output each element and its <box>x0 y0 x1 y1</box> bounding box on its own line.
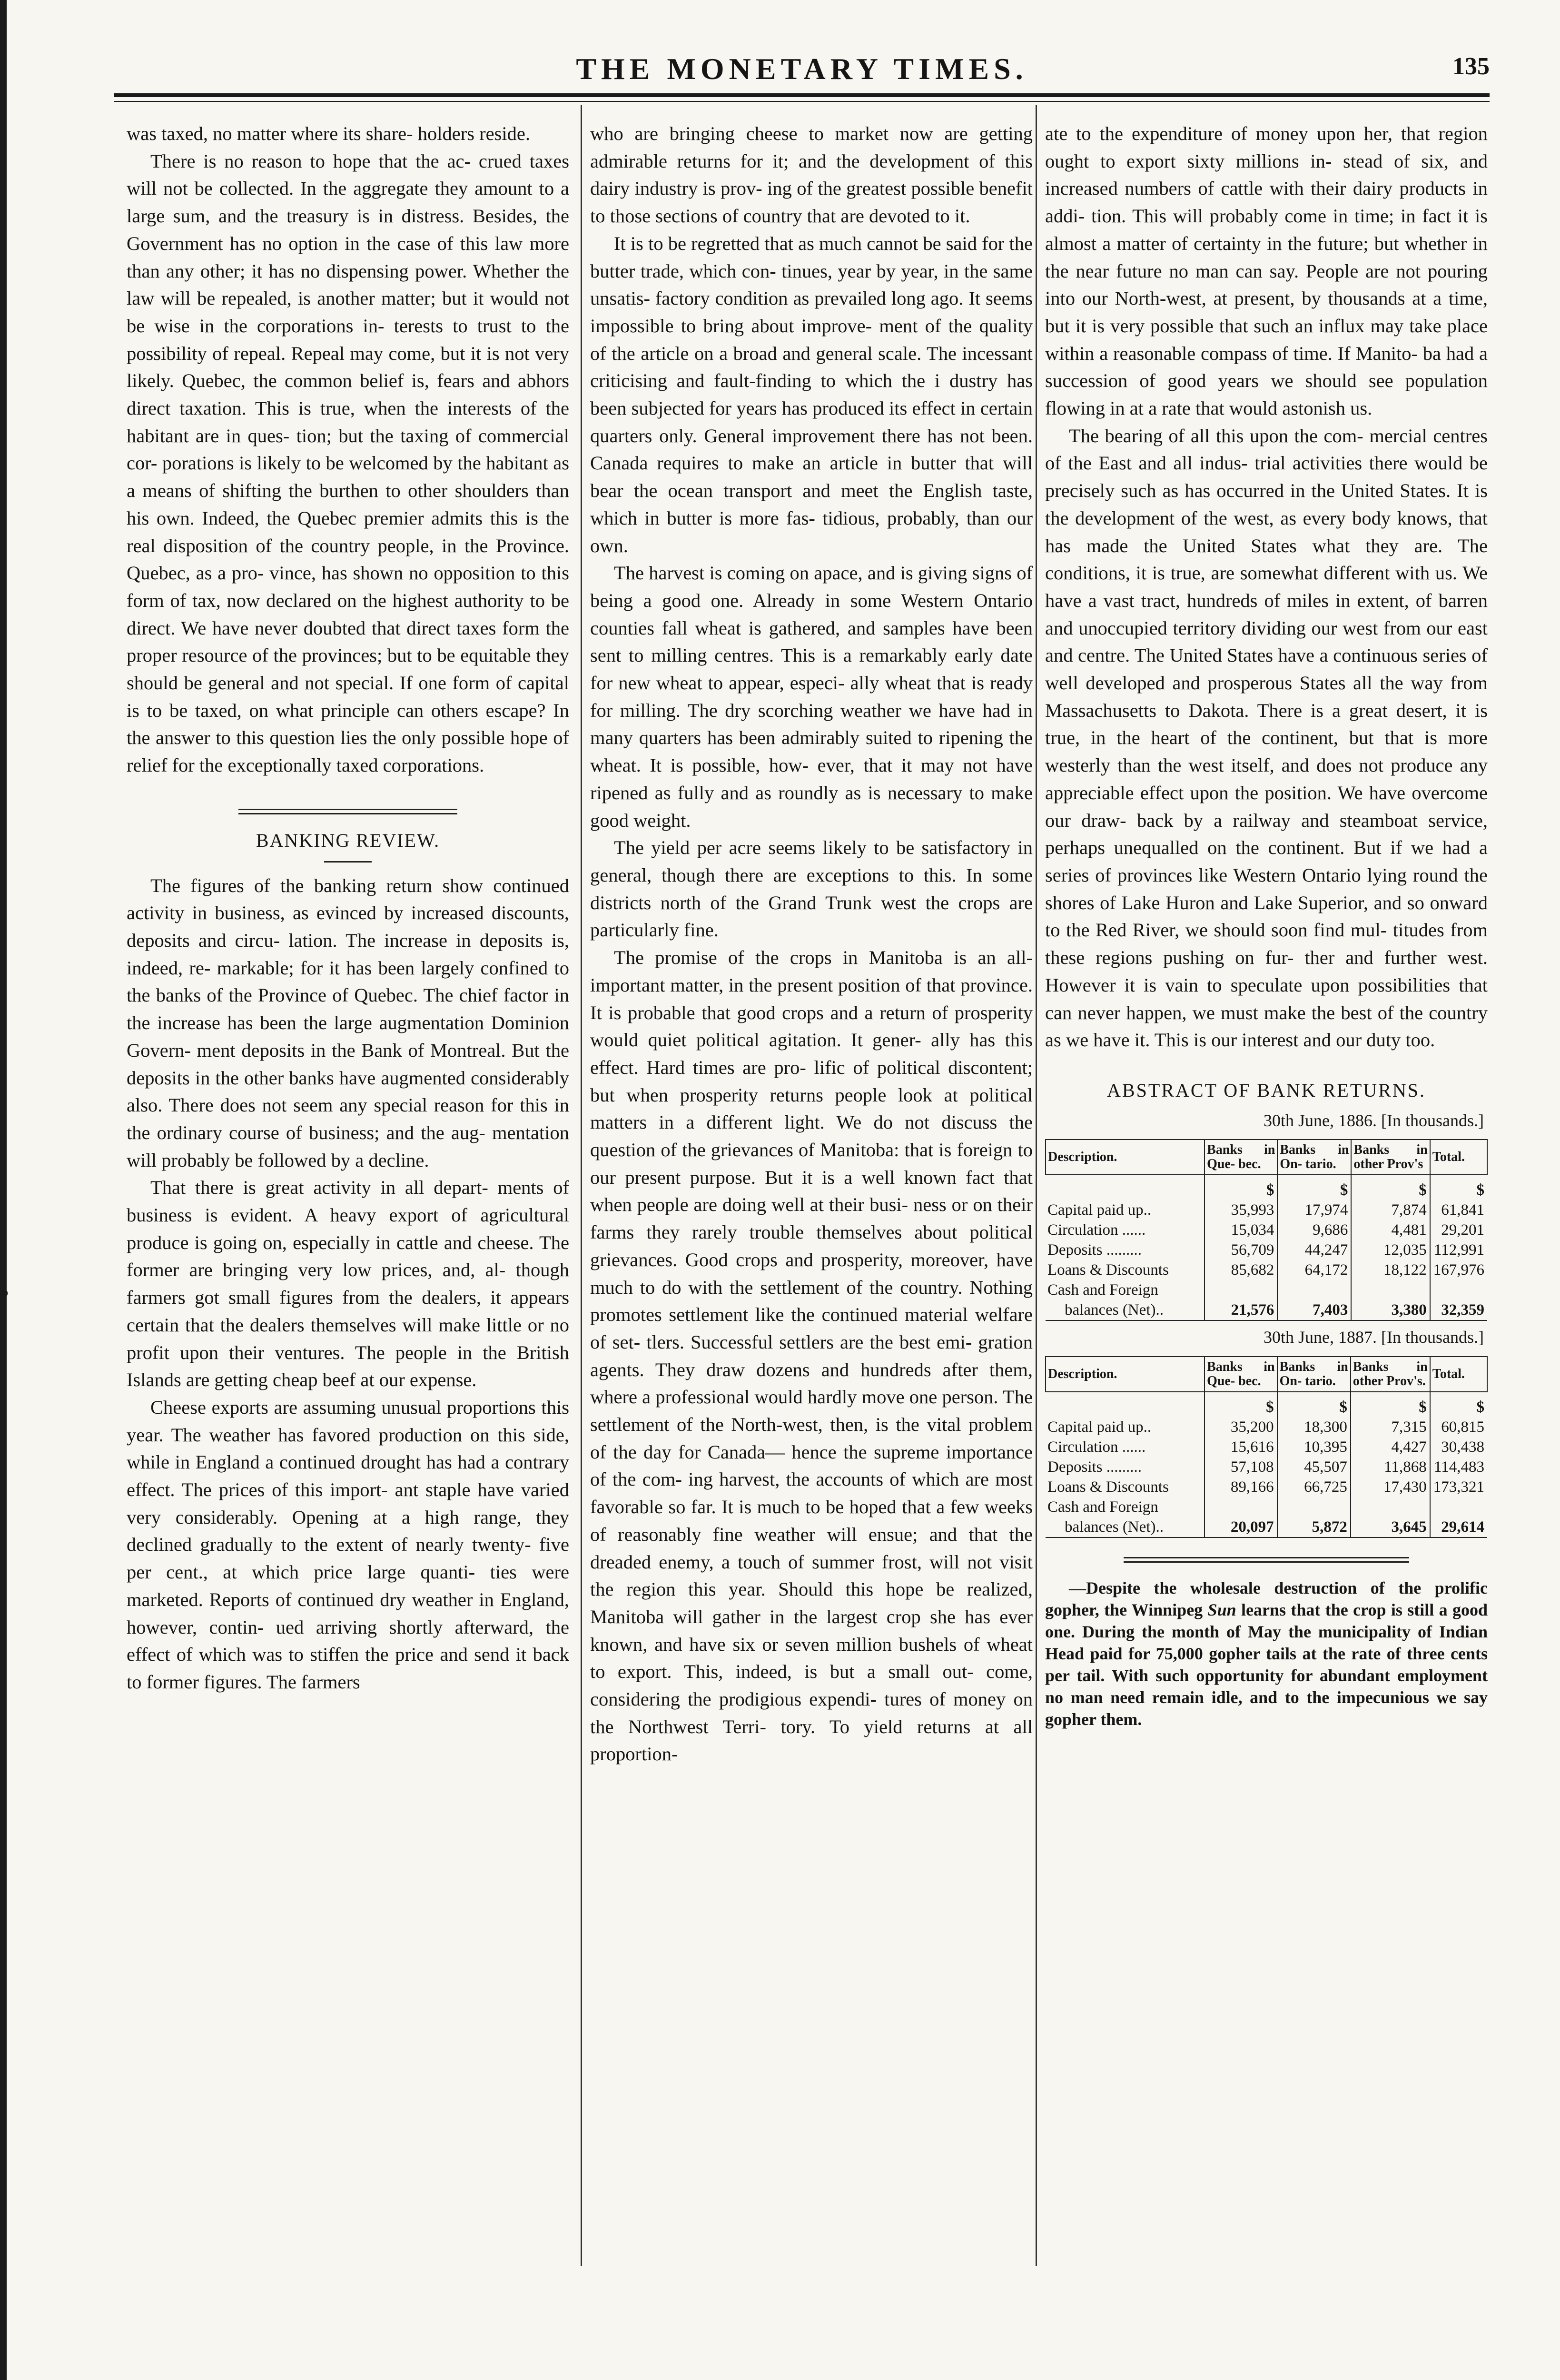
table-cell: 35,200 <box>1205 1417 1277 1437</box>
table-row <box>1046 1477 1487 1497</box>
column-header: Banks in Que- bec. <box>1205 1140 1277 1175</box>
table-cell: 7,874 <box>1351 1200 1430 1220</box>
column-header: Banks in other Prov's <box>1351 1140 1430 1175</box>
table-cell: 60,815 <box>1430 1417 1487 1437</box>
table-cell: 9,686 <box>1277 1220 1351 1240</box>
table-cell <box>1351 1280 1430 1300</box>
paragraph: Cheese exports are assuming unusual proportions this year. The weather has favored production on this side, while in England a continued drought has had a contrary effect. The prices of this import- ant staple have varied very considerably. Opening at a high range, they declined gradually to the extent of nearly twenty- five per cent., at which price large quanti- ties were marketed. Reports of continued dry weather in England, however, contin- ued arriving shortly afterward, the effect of which was to stiffen the price and send it back to former figures. The farmers <box>127 1396 569 1693</box>
row-label: Cash and Foreign <box>1047 1498 1158 1516</box>
row-label: Loans & Discounts <box>1047 1478 1169 1496</box>
table-header-row <box>1046 1357 1487 1392</box>
note-paragraph <box>1045 1577 1488 1730</box>
table-cell <box>1430 1280 1487 1300</box>
table-row <box>1046 1457 1487 1477</box>
table-row <box>1046 1300 1487 1320</box>
table-cell <box>1277 1280 1351 1300</box>
table-cell: 21,576 <box>1205 1300 1277 1320</box>
table-cell: 20,097 <box>1205 1517 1277 1537</box>
column-header: Description. <box>1046 1140 1205 1175</box>
table-cell: 11,868 <box>1351 1457 1430 1477</box>
column-1 <box>127 120 569 1696</box>
section-title: BANKING REVIEW. <box>256 829 440 851</box>
paragraph: The yield per acre seems likely to be satisfactory in general, though there are exceptions to this. In some districts north of the Grand Trunk west the crops are particularly fine. <box>590 837 1033 941</box>
table-cell: 57,108 <box>1205 1457 1277 1477</box>
table-cell: 3,645 <box>1351 1517 1430 1537</box>
unit-cell: $ <box>1351 1175 1430 1200</box>
table-cell: 112,991 <box>1430 1240 1487 1260</box>
table-cell: 66,725 <box>1277 1477 1351 1497</box>
column-header: Total. <box>1430 1357 1487 1392</box>
table-cell: 17,974 <box>1277 1200 1351 1220</box>
table-date-line: 30th June, 1887. [In thousands.] <box>1264 1328 1484 1347</box>
unit-cell: $ <box>1430 1175 1487 1200</box>
table-row <box>1046 1260 1487 1280</box>
header-rule-thick <box>114 93 1490 97</box>
row-label: balances (Net).. <box>1046 1517 1205 1537</box>
abstract-title: ABSTRACT OF BANK RETURNS. <box>1107 1079 1426 1101</box>
table-cell <box>1351 1497 1430 1517</box>
column-header: Banks in On- tario. <box>1277 1140 1351 1175</box>
table-row <box>1046 1200 1487 1220</box>
unit-cell: $ <box>1351 1392 1430 1417</box>
paragraph: That there is great activity in all depart- ments of business is evident. A heavy export of agricultural produce is going on, especially in cattle and cheese. The former are bringing very low prices, and, al- though farmers got small figures from the dealers, it appears certain that the dealers themselves will make little or no profit upon their ventures. The people in the British Islands are getting cheap beef at our expense. <box>127 1177 569 1391</box>
table-cell: 29,614 <box>1430 1517 1487 1537</box>
unit-cell: $ <box>1205 1392 1277 1417</box>
table-cell: 89,166 <box>1205 1477 1277 1497</box>
bank-returns-table-1886 <box>1045 1139 1488 1321</box>
table-cell: 44,247 <box>1277 1240 1351 1260</box>
column-3 <box>1045 120 1488 1730</box>
column-divider-1 <box>581 105 582 2266</box>
paragraph: It is to be regretted that as much cannot be said for the butter trade, which con- tinues, year by year, in the same unsatis- factory condition as prevailed long ago. It seems impossible to bring about improve- ment of the quality of the article on a broad and general scale. The incessant criticising and fault-finding to which the i dustry has been subjected for years has produced its effect in certain quarters only. General improvement there has not been. Canada requires to make an article in butter that will bear the ocean transport and meet the English taste, which in butter is more fas- tidious, probably, than our own. <box>590 232 1033 556</box>
bank-returns-table-1887 <box>1045 1356 1488 1538</box>
unit-row <box>1046 1175 1487 1200</box>
unit-cell: $ <box>1277 1175 1351 1200</box>
row-label: Circulation ...... <box>1047 1221 1146 1239</box>
column-header: Description. <box>1046 1357 1205 1392</box>
table-row <box>1046 1220 1487 1240</box>
header-rule-thin <box>114 101 1490 102</box>
row-label: Deposits ......... <box>1047 1241 1142 1259</box>
table-cell: 5,872 <box>1277 1517 1351 1537</box>
table-cell <box>1277 1497 1351 1517</box>
column-header: Total. <box>1430 1140 1487 1175</box>
table-row <box>1046 1280 1487 1300</box>
paragraph: was taxed, no matter where its share- holders reside. <box>127 123 530 144</box>
table-cell: 173,321 <box>1430 1477 1487 1497</box>
table-cell: 85,682 <box>1205 1260 1277 1280</box>
unit-row <box>1046 1392 1487 1417</box>
table-cell: 15,616 <box>1205 1437 1277 1457</box>
table-row <box>1046 1437 1487 1457</box>
table-cell <box>1046 1392 1205 1417</box>
table-cell <box>1046 1175 1205 1200</box>
news-note <box>1045 1577 1488 1730</box>
table-cell: 30,438 <box>1430 1437 1487 1457</box>
table-cell: 18,122 <box>1351 1260 1430 1280</box>
table-cell: 35,993 <box>1205 1200 1277 1220</box>
row-label: Capital paid up.. <box>1047 1201 1152 1219</box>
table-cell: 56,709 <box>1205 1240 1277 1260</box>
table-cell: 17,430 <box>1351 1477 1430 1497</box>
note-text: learns that the crop is still a good one. During the month of May the municipality of Indian Head paid for 75,000 gopher tails at the rate of three cents per tail. With such opportunity for abundant employment no man need remain idle, and to the impecunious we say gopher them. <box>1045 1600 1488 1729</box>
table-date-line: 30th June, 1886. [In thousands.] <box>1264 1111 1484 1130</box>
row-label: Circulation ...... <box>1047 1438 1146 1456</box>
table-cell <box>1205 1280 1277 1300</box>
column-header: Banks in Que- bec. <box>1205 1357 1277 1392</box>
page-header <box>114 51 1490 89</box>
paragraph: The promise of the crops in Manitoba is an all-important matter, in the present position of that province. It is probable that good crops and a return of prosperity would quiet political agitation. It gener- ally has this effect. Hard times are pro- lific of political discontent; but when prosperity returns people look at political matters in a different light. We do not discuss the question of the grievances of Manitoba: that is foreign to our present purpose. But it is a well known fact that when people are doing well at their busi- ness or on their farms they rarely trouble themselves about political grievances. Good crops and prosperity, moreover, have much to do with the settlement of the country. Nothing promotes settlement like the continued material welfare of set- tlers. Successful settlers are the best emi- gration agents. They draw dozens and hundreds after them, where a professional would hardly move one person. The settlement of the North-west, then, is the vital problem of the day for Canada— hence the supreme importance of the com- ing harvest, the accounts of which are most favorable so far. It is much to be hoped that a few weeks of reasonably fine weather will ensue; and that the dreaded enemy, a touch of summer frost, will not visit the region this year. Should this hope be realized, Manitoba will gather in the largest crop she has ever known, and have six or seven million bushels of wheat to export. This, indeed, is but a small out- come, considering the prodigious expendi- tures of money on the Northwest Terri- tory. To yield returns at all proportion- <box>590 947 1033 1765</box>
table-cell: 29,201 <box>1430 1220 1487 1240</box>
table-cell <box>1430 1497 1487 1517</box>
unit-cell: $ <box>1205 1175 1277 1200</box>
table-cell: 64,172 <box>1277 1260 1351 1280</box>
paragraph: ate to the expenditure of money upon her, that region ought to export sixty millions in- stead of six, and increased numbers of cattle with their dairy products in addi- tion. This will probably come in time; in fact it is almost a matter of certainty in the future; but whether in the near future no man can say. People are not pouring into our North-west, at present, by thousands at a time, but it is very possible that such an influx may take place within a reasonable compass of time. If Manito- ba had a succession of good years we should see population flowing in at a rate that would astonish us. <box>1045 123 1488 419</box>
note-text: —Despite the wholesale destruction of the prolific gopher, the Winnipeg <box>1045 1578 1488 1620</box>
table-cell: 4,481 <box>1351 1220 1430 1240</box>
paragraph: There is no reason to hope that the ac- crued taxes will not be collected. In the aggregate they amount to a large sum, and the treasury is in distress. Besides, the Government has no option in the case of this law more than any other; it has no dispensing power. Whether the law will be repealed, is another matter; but it would not be wise in the corporations in- terests to trust to the possibility of repeal. Repeal may come, but it is not very likely. Quebec, the common belief is, fears and abhors direct taxation. This is true, when the interests of the habitant are in ques- tion; but the taxing of commercial cor- porations is likely to be welcomed by the habitant as a means of shifting the burthen to other shoulders than his own. Indeed, the Quebec premier admits this is the real disposition of the country people, in the Province. Quebec, as a pro- vince, has shown no opposition to this form of tax, now declared on the highest authority to be direct. We have never doubted that direct taxes form the proper resource of the provinces; but to be equitable they should be general and not special. If one form of capital is to be taxed, on what principle can others escape? In the answer to this question lies the only possible hope of relief for the exceptionally taxed corporations. <box>127 150 569 776</box>
newspaper-name: Sun <box>1207 1600 1236 1620</box>
column-divider-2 <box>1036 105 1037 2266</box>
table-row <box>1046 1240 1487 1260</box>
column-2 <box>590 120 1033 1768</box>
page-number: 135 <box>1452 53 1490 80</box>
column-header: Banks in other Prov's. <box>1351 1357 1430 1392</box>
table-cell: 12,035 <box>1351 1240 1430 1260</box>
paragraph: The bearing of all this upon the com- mercial centres of the East and all indus- trial activities there would be precisely such as has occurred in the United States. It is the development of the west, as every body knows, that has made the United States what they are. The conditions, it is true, are somewhat different with us. We have a vast tract, hundreds of miles in extent, of barren and unoccupied territory dividing our west from our east and centre. The United States have a continuous series of well developed and prosperous States all the way from Massachusetts to Dakota. There is a great desert, it is true, in the heart of the continent, but that is more westerly than the west itself, and does not produce any appreciable effect upon the position. We have overcome our draw- back by a railway and steamboat service, perhaps unequalled on the continent. But if we had a series of provinces like Western Ontario lying round the shores of Lake Huron and Lake Superior, and so onward to the Red River, we should soon find mul- titudes from these regions pushing on fur- ther and further west. However it is vain to speculate upon possibilities that can never happen, we must make the best of the country as we have it. This is our interest and our duty too. <box>1045 425 1488 1051</box>
table-cell: 167,976 <box>1430 1260 1487 1280</box>
paragraph: The figures of the banking return show continued activity in business, as evinced by increased discounts, deposits and circu- lation. The increase in deposits is, indeed, re- markable; for it has been largely confined to the banks of the Province of Quebec. The chief factor in the increase has been the large augmentation Dominion Govern- ment deposits in the Bank of Montreal. But the deposits in the other banks have augmented considerably also. There does not seem any special reason for this in the ordinary course of business; and the aug- mentation will probably be followed by a decline. <box>127 874 569 1171</box>
paragraph: who are bringing cheese to market now are getting admirable returns for it; and the development of this dairy industry is prov- ing of the greatest possible benefit to those sections of country that are devoted to it. <box>590 123 1033 227</box>
table-cell: 3,380 <box>1351 1300 1430 1320</box>
table-cell: 32,359 <box>1430 1300 1487 1320</box>
column-header: Banks in On- tario. <box>1277 1357 1351 1392</box>
table-cell: 7,403 <box>1277 1300 1351 1320</box>
masthead-title: THE MONETARY TIMES. <box>576 52 1028 86</box>
unit-cell: $ <box>1430 1392 1487 1417</box>
table-row <box>1046 1497 1487 1517</box>
decorative-rule <box>1124 1557 1409 1563</box>
unit-cell: $ <box>1277 1392 1351 1417</box>
row-label: Cash and Foreign <box>1047 1281 1158 1299</box>
margin-ink-mark <box>2 1290 8 1297</box>
table-row <box>1046 1517 1487 1537</box>
table-row <box>1046 1417 1487 1437</box>
table-cell: 18,300 <box>1277 1417 1351 1437</box>
table-cell: 114,483 <box>1430 1457 1487 1477</box>
row-label: Loans & Discounts <box>1047 1261 1169 1279</box>
table-cell: 45,507 <box>1277 1457 1351 1477</box>
page-binding-edge <box>0 0 7 2380</box>
table-header-row <box>1046 1140 1487 1175</box>
short-rule <box>324 861 372 863</box>
table-cell: 7,315 <box>1351 1417 1430 1437</box>
table-cell: 4,427 <box>1351 1437 1430 1457</box>
paragraph: The harvest is coming on apace, and is giving signs of being a good one. Already in some Western Ontario counties fall wheat is gathered, and samples have been sent to milling centres. This is a remarkably early date for new wheat to appear, especi- ally wheat that is ready for milling. The dry scorching weather we have had in many quarters has been admirably suited to ripening the wheat. It is possible, how- ever, that it may not have ripened as fully and as roundly as is necessary to make good weight. <box>590 562 1033 831</box>
decorative-rule <box>238 809 457 814</box>
table-cell: 15,034 <box>1205 1220 1277 1240</box>
table-cell <box>1205 1497 1277 1517</box>
section-heading-block <box>127 809 569 854</box>
table-cell: 61,841 <box>1430 1200 1487 1220</box>
row-label: Capital paid up.. <box>1047 1418 1152 1436</box>
table-cell: 10,395 <box>1277 1437 1351 1457</box>
row-label: Deposits ......... <box>1047 1458 1142 1476</box>
row-label: balances (Net).. <box>1046 1300 1205 1320</box>
